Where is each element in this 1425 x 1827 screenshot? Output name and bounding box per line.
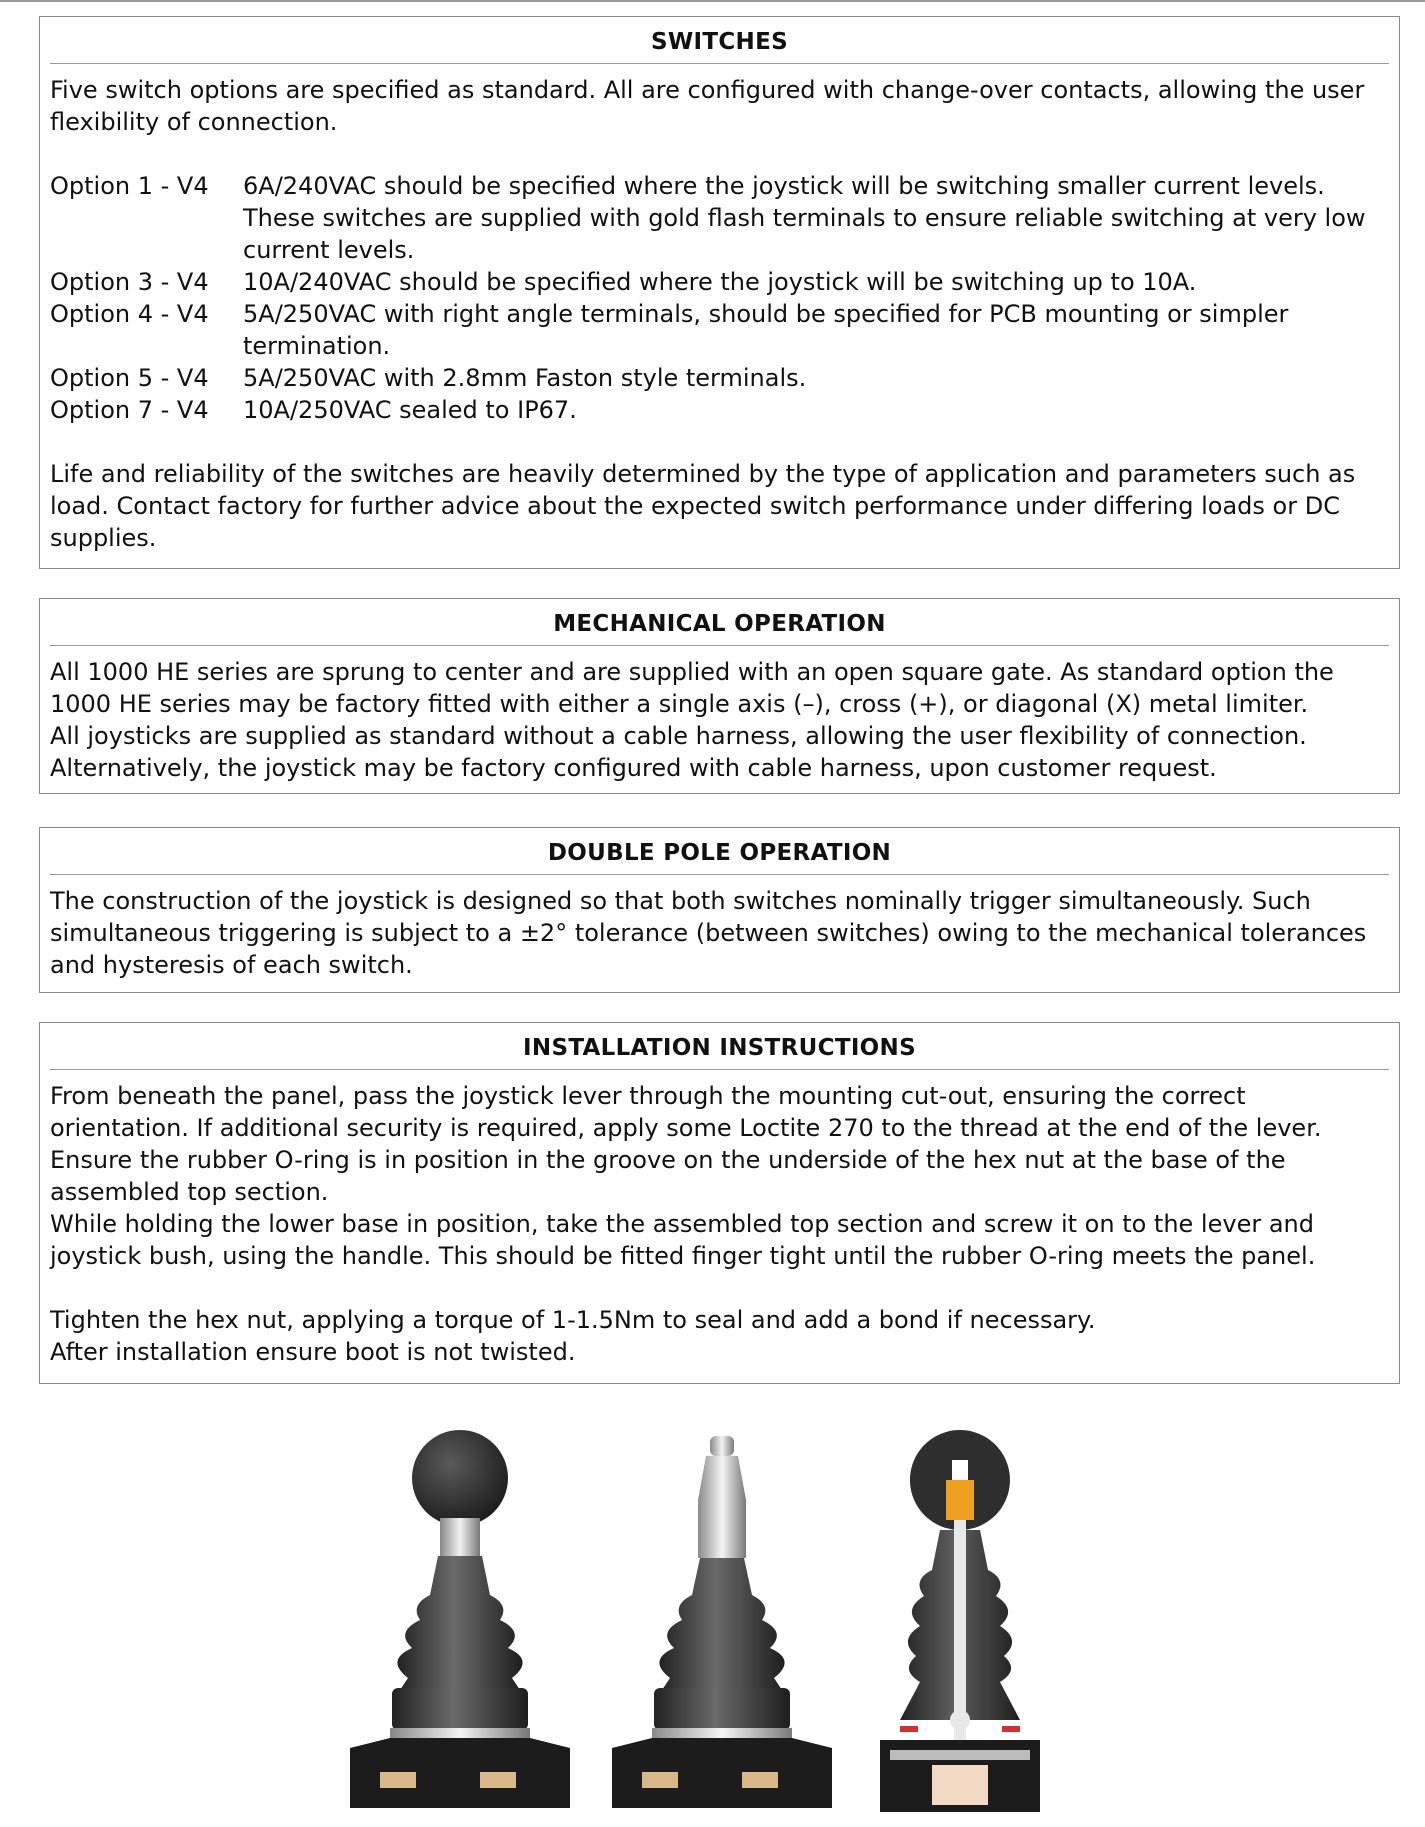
installation-line: Tighten the hex nut, applying a torque of 1-1.5Nm to seal and add a bond if necessary. bbox=[50, 1306, 1096, 1334]
option-row bbox=[50, 298, 1389, 362]
joystick-cutaway-image bbox=[870, 1420, 1050, 1820]
installation-line: After installation ensure boot is not twisted. bbox=[50, 1338, 576, 1366]
mechanical-title: MECHANICAL OPERATION bbox=[50, 599, 1389, 646]
switches-title: SWITCHES bbox=[50, 17, 1389, 64]
double-pole-section bbox=[39, 827, 1400, 993]
option-label: Option 3 - V4 bbox=[50, 268, 209, 296]
mechanical-line: All joysticks are supplied as standard without a cable harness, allowing the user flexibility of connection. bbox=[50, 722, 1307, 750]
installation-line: Ensure the rubber O-ring is in position in the groove on the underside of the hex nut at the base of the assembled top section. bbox=[50, 1146, 1286, 1206]
option-row bbox=[50, 362, 1389, 394]
option-label: Option 1 - V4 bbox=[50, 172, 209, 200]
switches-intro: Five switch options are specified as standard. All are configured with change-over contacts, allowing the user flexibility of connection. bbox=[50, 76, 1365, 136]
mechanical-line: All 1000 HE series are sprung to center and are supplied with an open square gate. As standard option the 1000 HE series may be factory fitted with either a single axis (–), cross (+), or diagonal (X) metal limiter. bbox=[50, 658, 1334, 718]
option-label: Option 5 - V4 bbox=[50, 364, 209, 392]
installation-section bbox=[39, 1022, 1400, 1384]
installation-line: From beneath the panel, pass the joystick lever through the mounting cut-out, ensuring the correct orientation. If additional security is required, apply some Loctite 270 to the thread at the end of the lever. bbox=[50, 1082, 1322, 1142]
double-pole-text: The construction of the joystick is designed so that both switches nominally trigger simultaneously. Such simultaneous triggering is subject to a ±2° tolerance (between switches) owing to the mechanical tolerances and hysteresis of each switch. bbox=[50, 887, 1367, 979]
option-text: 10A/250VAC sealed to IP67. bbox=[243, 396, 577, 424]
option-row bbox=[50, 266, 1389, 298]
option-text: 6A/240VAC should be specified where the joystick will be switching smaller current levels. These switches are supplied with gold flash terminals to ensure reliable switching at very low current levels. bbox=[243, 172, 1366, 264]
installation-title: INSTALLATION INSTRUCTIONS bbox=[50, 1023, 1389, 1070]
option-label: Option 4 - V4 bbox=[50, 300, 209, 328]
switches-footer: Life and reliability of the switches are heavily determined by the type of application and parameters such as load. Contact factory for further advice about the expected switch performance under differing loads or DC supplies. bbox=[50, 460, 1356, 552]
mechanical-section bbox=[39, 598, 1400, 794]
double-pole-title: DOUBLE POLE OPERATION bbox=[50, 828, 1389, 875]
option-row bbox=[50, 394, 1389, 426]
installation-line: While holding the lower base in position, take the assembled top section and screw it on to the lever and joystick bush, using the handle. This should be fitted finger tight until the rubber O-ring meets the panel. bbox=[50, 1210, 1316, 1270]
top-rule bbox=[0, 0, 1425, 2]
joystick-ball-handle-image bbox=[340, 1420, 580, 1820]
option-text: 5A/250VAC with 2.8mm Faston style terminals. bbox=[243, 364, 807, 392]
switches-section bbox=[39, 16, 1400, 569]
option-row bbox=[50, 170, 1389, 266]
option-text: 10A/240VAC should be specified where the joystick will be switching up to 10A. bbox=[243, 268, 1197, 296]
mechanical-line: Alternatively, the joystick may be factory configured with cable harness, upon customer request. bbox=[50, 754, 1217, 782]
option-label: Option 7 - V4 bbox=[50, 396, 209, 424]
joystick-lever-image bbox=[602, 1420, 842, 1820]
product-images bbox=[340, 1420, 1100, 1820]
option-text: 5A/250VAC with right angle terminals, should be specified for PCB mounting or simpler termination. bbox=[243, 300, 1289, 360]
